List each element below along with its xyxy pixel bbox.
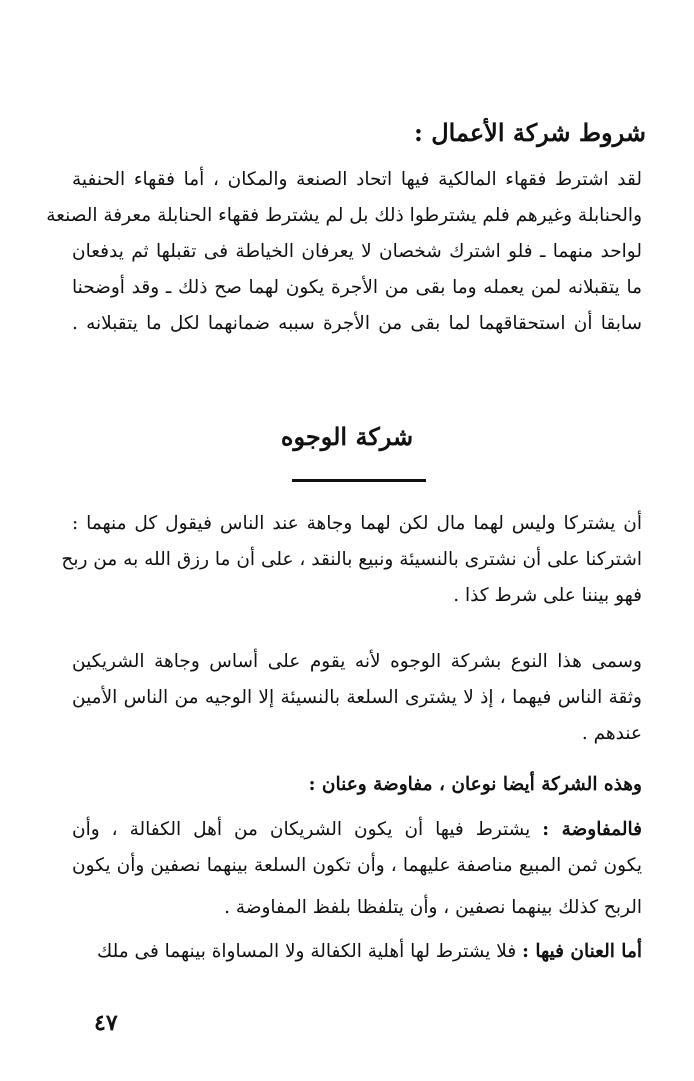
text-line: عندهم . [581,723,642,744]
mufawada-text: يشترط فيها أن يكون الشريكان من أهل الكفالة ، وأن [72,819,531,840]
text-line: والحنابلة وغيرهم فلم يشترطوا ذلك بل لم يشترط فقهاء الحنابلة معرفة الصنعة [46,205,642,226]
text-line: وسمى هذا النوع بشركة الوجوه لأنه يقوم على أساس وجاهة الشريكين [72,651,642,672]
paragraph-inan [72,934,642,970]
paragraph-amal-conditions [46,162,642,342]
paragraph-wujuh-definition [61,506,642,614]
text-line [72,812,642,848]
text-line: أن يشتركا وليس لهما مال لكن لهما وجاهة عند الناس فيقول كل منهما : [72,513,642,534]
page-number: ٤٧ [94,1010,118,1036]
text-line: اشتركنا على أن نشترى بالنسيئة ونبيع بالنقد ، على أن ما رزق الله به من ربح [61,549,642,570]
text-line [72,934,642,970]
paragraph-wujuh-naming [72,644,642,752]
paragraph-mufawada [72,812,642,926]
mufawada-label: فالمفاوضة : [542,819,642,840]
text-line: سابقا أن استحقاقهما لما بقى من الأجرة سببه ضمانهما لكل ما يتقبلانه . [72,313,642,334]
text-line: لقد اشترط فقهاء المالكية فيها اتحاد الصنعة والمكان ، أما فقهاء الحنفية [72,169,642,190]
text-line: يكون ثمن المبيع مناصفة عليهما ، وأن تكون السلعة بينهما نصفين وأن يكون [72,855,642,876]
section-heading-amal: شروط شركة الأعمال : [413,118,646,147]
inan-text: فلا يشترط لها أهلية الكفالة ولا المساواة بينهما فى ملك [97,941,517,962]
text-line: وثقة الناس فيهما ، إذ لا يشترى السلعة بالنسيئة إلا الوجيه من الناس الأمين [72,687,642,708]
text-line: الربح كذلك بينهما نصفين ، وأن يتلفظا بلفظ المفاوضة . [224,897,642,918]
section-title-wujuh: شركة الوجوه [280,422,414,451]
types-statement: وهذه الشركة أيضا نوعان ، مفاوضة وعنان : [308,774,642,795]
text-line: ما يتقبلانه لمن يعمله وما بقى من الأجرة يكون لهما صح ذلك ـ وقد أوضحنا [72,277,642,298]
inan-label: أما العنان فيها : [522,941,642,962]
title-underline [292,479,426,482]
text-line: لواحد منهما ـ فلو اشترك شخصان لا يعرفان الخياطة فى تقبلها ثم يدفعان [72,241,642,262]
text-line: فهو بيننا على شرط كذا . [453,585,642,606]
